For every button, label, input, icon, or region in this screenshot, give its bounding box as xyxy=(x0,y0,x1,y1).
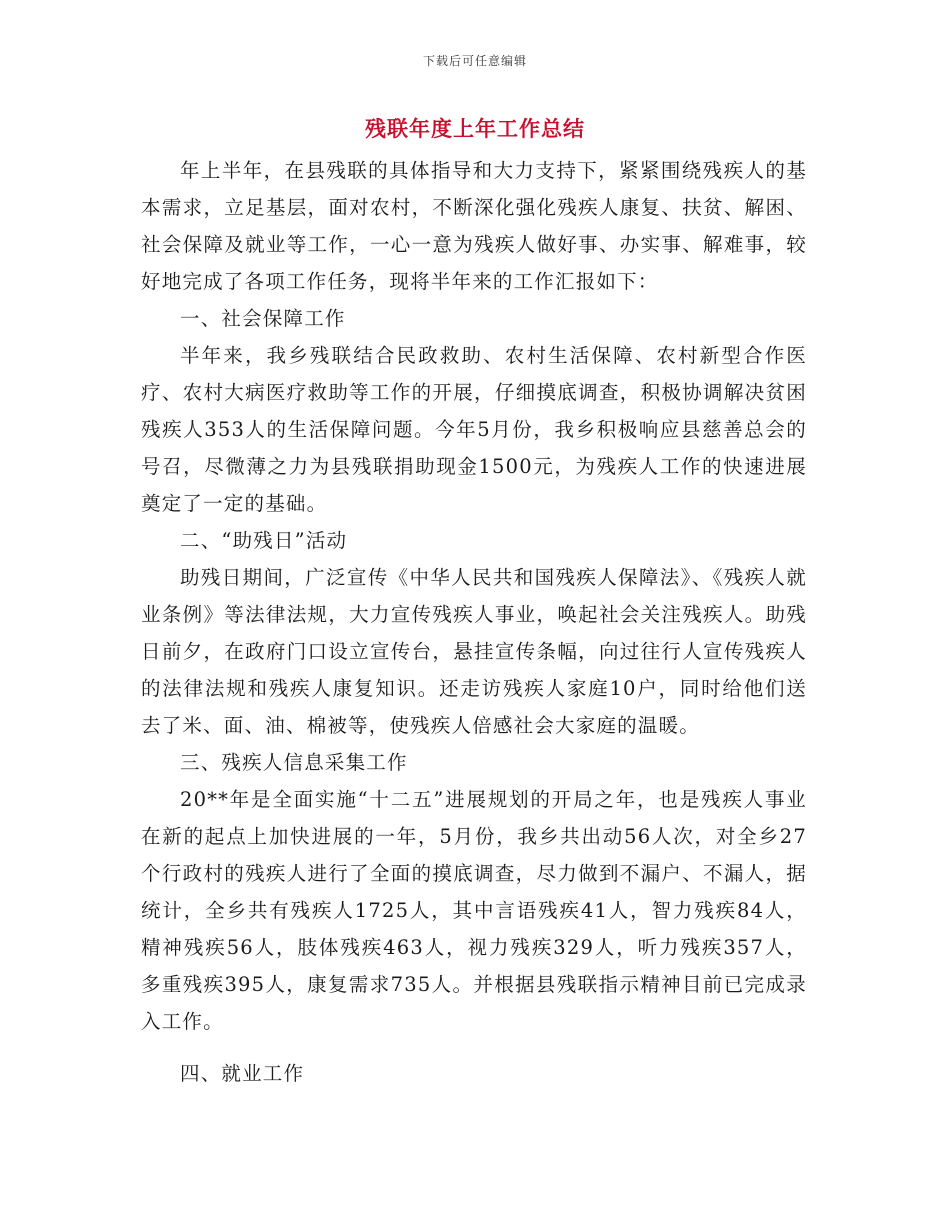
document-body xyxy=(141,152,807,1092)
document-title: 残联年度上年工作总结 xyxy=(365,116,585,141)
section-heading-disability-day: 二、“助残日”活动 xyxy=(180,529,348,552)
section-body-disability-day: 助残日期间，广泛宣传《中华人民共和国残疾人保障法》、《残疾人就业条例》等法律法规，大力宣传残疾人事业，唤起社会关注残疾人。助残日前夕，在政府门口设立宣传台，悬挂宣传条幅，向过往行人宣传残疾人的法律法规和残疾人康复知识。还走访残疾人家庭10户，同时给他们送去了米、面、油、棉被等，使残疾人倍感社会大家庭的温暖。 xyxy=(141,566,807,737)
header-note: 下载后可任意编辑 xyxy=(422,54,527,68)
section-body-info-collection: 20**年是全面实施“十二五”进展规划的开局之年，也是残疾人事业在新的起点上加快进展的一年，5月份，我乡共出动56人次，对全乡27个行政村的残疾人进行了全面的摸底调查，尽力做到不漏户、不漏人，据统计，全乡共有残疾人1725人，其中言语残疾41人，智力残疾84人，精神残疾56人，肢体残疾463人，视力残疾329人，听力残疾357人，多重残疾395人，康复需求735人。并根据县残联指示精神目前已完成录入工作。 xyxy=(141,788,807,1033)
spacer xyxy=(141,1040,807,1055)
section-heading-employment: 四、就业工作 xyxy=(180,1062,305,1085)
section-heading-social-security: 一、社会保障工作 xyxy=(180,307,346,330)
section-body-social-security: 半年来，我乡残联结合民政救助、农村生活保障、农村新型合作医疗、农村大病医疗救助等工作的开展，仔细摸底调查，积极协调解决贫困残疾人353人的生活保障问题。今年5月份，我乡积极响应县慈善总会的号召，尽微薄之力为县残联捐助现金1500元，为残疾人工作的快速进展奠定了一定的基础。 xyxy=(141,344,807,515)
intro-paragraph: 年上半年，在县残联的具体指导和大力支持下，紧紧围绕残疾人的基本需求，立足基层，面对农村，不断深化强化残疾人康复、扶贫、解困、社会保障及就业等工作，一心一意为残疾人做好事、办实事、解难事，较好地完成了各项工作任务，现将半年来的工作汇报如下： xyxy=(141,159,807,293)
section-heading-info-collection: 三、残疾人信息采集工作 xyxy=(180,751,408,774)
